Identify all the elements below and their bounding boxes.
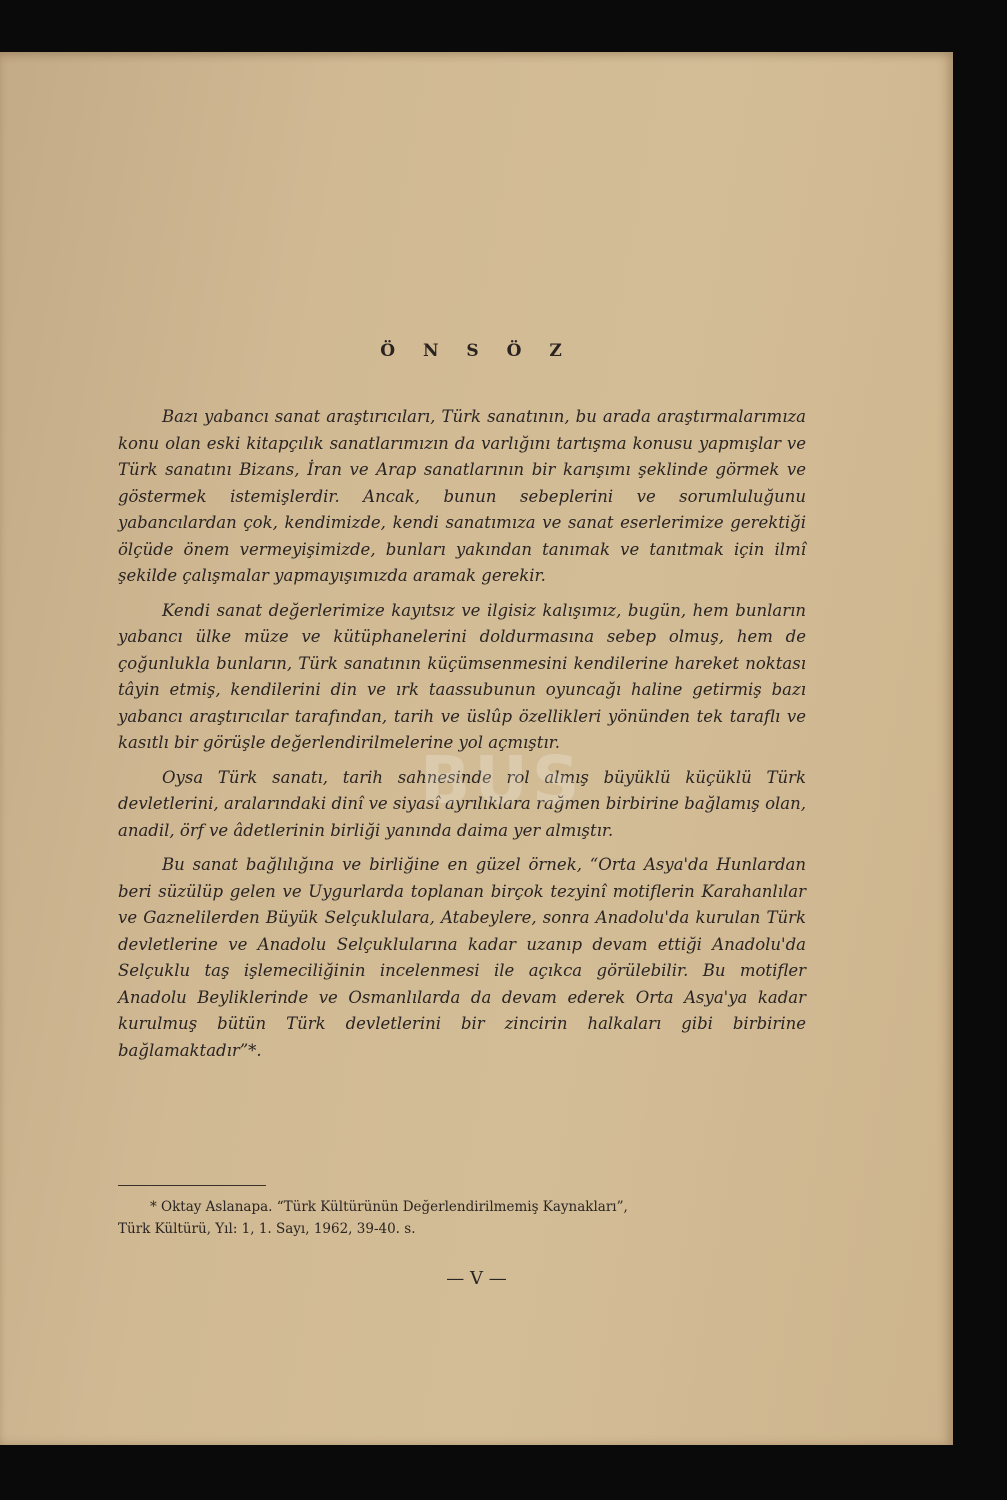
paragraph-1: Bazı yabancı sanat araştırıcıları, Türk sanatının, bu arada araştırmalarımıza konu olan eski kitapçılık sanatlarımızın da varlığını tartışma konusu yapmışlar ve Türk sanatını Bizans, İran ve Arap sanatlarının bir karışımı şeklinde görmek ve göstermek istemişlerdir. Ancak, bunun sebeplerini ve sorumluluğunu yabancılardan çok, kendimizde, kendi sanatımıza ve sanat eserlerimize gerektiği ölçüde önem vermeyişimizde, bunları yakından tanımak ve tanıtmak için ilmî şekilde çalışmalar yapmayışımızda aramak gerekir. bbox=[118, 407, 806, 585]
footnote-citation-line-2: Türk Kültürü, Yıl: 1, 1. Sayı, 1962, 39-40. s. bbox=[118, 1221, 416, 1237]
footnote-divider bbox=[118, 1185, 266, 1186]
footnote bbox=[118, 1196, 806, 1240]
footnote-citation-line-1: * Oktay Aslanapa. “Türk Kültürünün Değerlendirilmemiş Kaynakları”, bbox=[150, 1199, 628, 1215]
paragraph-4: Bu sanat bağlılığına ve birliğine en güzel örnek, “Orta Asya'da Hunlardan beri süzülüp gelen ve Uygurlarda toplanan birçok tezyinî motiflerin Karahanlılar ve Gaznelilerden Büyük Selçuklulara, Atabeylere, sonra Anadolu'da kurulan Türk devletlerine ve Anadolu Selçuklularına kadar uzanıp devam ettiği Anadolu'da Selçuklu taş işlemeciliğinin incelenmesi ile açıkca görülebilir. Bu motifler Anadolu Beyliklerinde ve Osmanlılarda da devam ederek Orta Asya'ya kadar kurulmuş bütün Türk devletlerini bir zincirin halkaları gibi birbirine bağlamaktadır”*. bbox=[118, 855, 806, 1060]
body-text bbox=[118, 404, 806, 1072]
page-number: — V — bbox=[446, 1268, 507, 1289]
paragraph-2: Kendi sanat değerlerimize kayıtsız ve ilgisiz kalışımız, bugün, hem bunların yabancı ülke müze ve kütüphanelerini doldurmasına sebep olmuş, hem de çoğunlukla bunların, Türk sanatının küçümsenmesini kendilerine hareket noktası tâyin etmiş, kendilerini din ve ırk taassubunun oyuncağı haline getirmiş bazı yabancı araştırıcılar tarafından, tarih ve üslûp özellikleri yönünden tek taraflı ve kasıtlı bir görüşle değerlendirilmelerine yol açmıştır. bbox=[118, 600, 806, 752]
book-page bbox=[0, 52, 953, 1445]
watermark: BUS bbox=[420, 742, 584, 819]
paragraph-3: Oysa Türk sanatı, tarih sahnesinde rol almış büyüklü küçüklü Türk devletlerini, aralarındaki dinî ve siyasî ayrılıklara rağmen birbirine bağlamış olan, anadil, örf ve âdetlerinin birliği yanında daima yer almıştır. bbox=[118, 767, 806, 840]
page-title: Ö N S Ö Z bbox=[380, 341, 573, 361]
